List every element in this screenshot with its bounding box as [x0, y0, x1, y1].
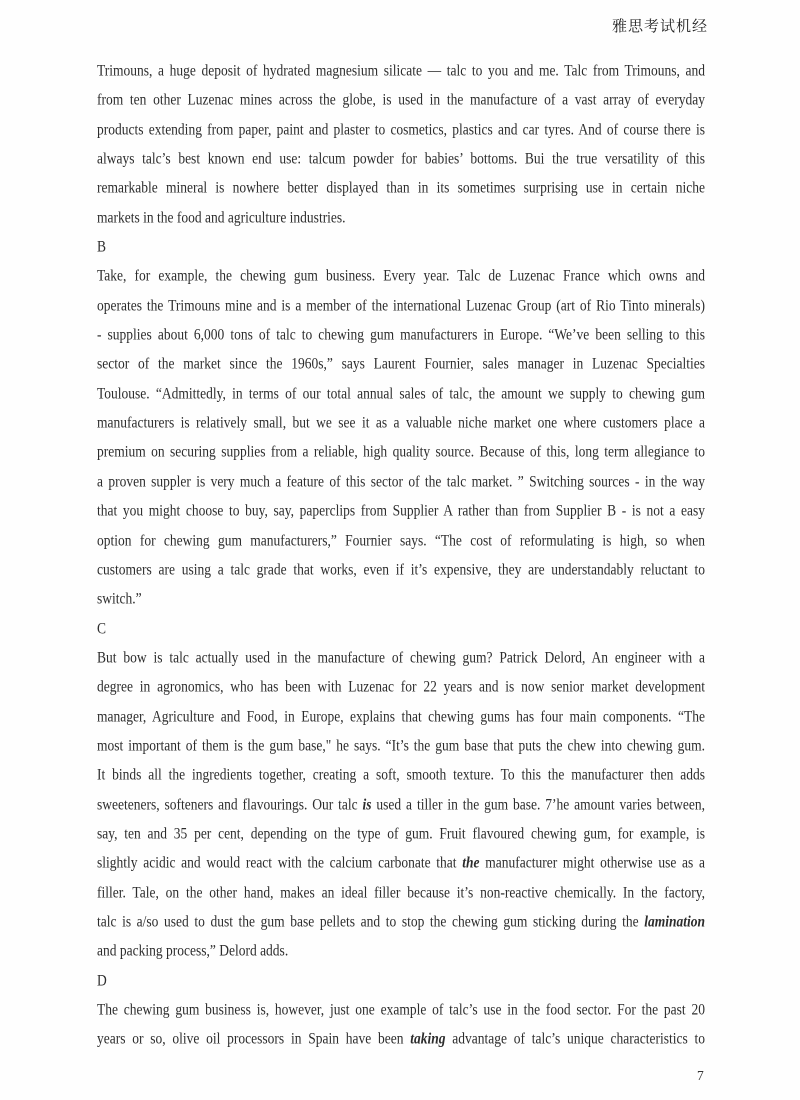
text-line: a proven suppler is very much a feature of this sector of the talc market. ” Switching sources - in the way — [97, 472, 705, 490]
text-line: premium on securing supplies from a reliable, high quality source. Because of this, long term allegiance to — [97, 443, 705, 461]
text-line: degree in agronomics, who has been with Luzenac for 22 years and is now senior market development — [97, 678, 705, 696]
text-line: customers are using a talc grade that works, even if it’s expensive, they are understandably reluctant to — [97, 560, 705, 578]
text-line: that you might choose to buy, say, paperclips from Supplier A rather than from Supplier B - is not a easy — [97, 502, 705, 520]
text-line: from ten other Luzenac mines across the globe, is used in the manufacture of a vast array of everyday — [97, 91, 705, 109]
text-line: years or so, olive oil processors in Spain have been taking advantage of talc’s unique characteristics to — [97, 1030, 705, 1048]
header-title: 雅思考试机经 — [611, 17, 708, 35]
text-line: - supplies about 6,000 tons of talc to chewing gum manufacturers in Europe. “We’ve been selling to this — [97, 325, 705, 344]
text-line: talc is a/so used to dust the gum base pellets and to stop the chewing gum sticking during the lamination — [97, 912, 705, 931]
text-line: Take, for example, the chewing gum business. Every year. Talc de Luzenac France which owns and — [97, 267, 705, 285]
text-line: Toulouse. “Admittedly, in terms of our total annual sales of talc, the amount we supply to chewing gum — [97, 384, 705, 402]
section-label: D — [97, 971, 107, 989]
text-line: slightly acidic and would react with the calcium carbonate that the manufacturer might otherwise use as a — [97, 854, 705, 872]
text-line: and packing process,” Delord adds. — [97, 942, 289, 960]
text-line: filler. Tale, on the other hand, makes an ideal filler because it’s non-reactive chemically. In the factory, — [97, 883, 705, 901]
text-line: products extending from paper, paint and plaster to cosmetics, plastics and car tyres. And of course there is — [97, 120, 705, 138]
text-line: markets in the food and agriculture industries. — [97, 208, 346, 226]
text-line: most important of them is the gum base," he says. “It’s the gum base that puts the chew into chewing gum. — [97, 736, 705, 755]
text-line: manager, Agriculture and Food, in Europe, explains that chewing gums has four main components. “The — [97, 707, 705, 725]
text-line: operates the Trimouns mine and is a member of the international Luzenac Group (art of Rio Tinto minerals) — [97, 296, 705, 314]
section-label: C — [97, 619, 107, 637]
text-line: say, ten and 35 per cent, depending on the type of gum. Fruit flavoured chewing gum, for example, is — [97, 824, 705, 843]
text-line: But bow is talc actually used in the manufacture of chewing gum? Patrick Delord, An engineer with a — [97, 648, 705, 666]
section-label: B — [97, 237, 107, 256]
text-line: option for chewing gum manufacturers,” Fournier says. “The cost of reformulating is high, so when — [97, 531, 705, 549]
text-line: manufacturers is relatively small, but we see it as a valuable niche market one where customers place a — [97, 413, 705, 432]
text-line: The chewing gum business is, however, just one example of talc’s use in the food sector. For the past 20 — [97, 1000, 705, 1019]
text-line: sweeteners, softeners and flavourings. Our talc is used a tiller in the gum base. 7’he amount varies between, — [97, 795, 705, 813]
text-line: Trimouns, a huge deposit of hydrated magnesium silicate — talc to you and me. Talc from Trimouns, and — [97, 61, 705, 80]
document-body — [97, 56, 705, 1054]
text-line: always talc’s best known end use: talcum powder for babies’ bottoms. Bui the true versatility of this — [97, 149, 705, 168]
text-line: remarkable mineral is nowhere better displayed than in its sometimes surprising use in certain niche — [97, 179, 705, 197]
text-line: It binds all the ingredients together, creating a soft, smooth texture. To this the manufacturer then adds — [97, 766, 705, 784]
text-line: switch.” — [97, 590, 142, 608]
page-number: 7 — [697, 1068, 704, 1083]
text-line: sector of the market since the 1960s,” says Laurent Fournier, sales manager in Luzenac Specialties — [97, 355, 705, 373]
